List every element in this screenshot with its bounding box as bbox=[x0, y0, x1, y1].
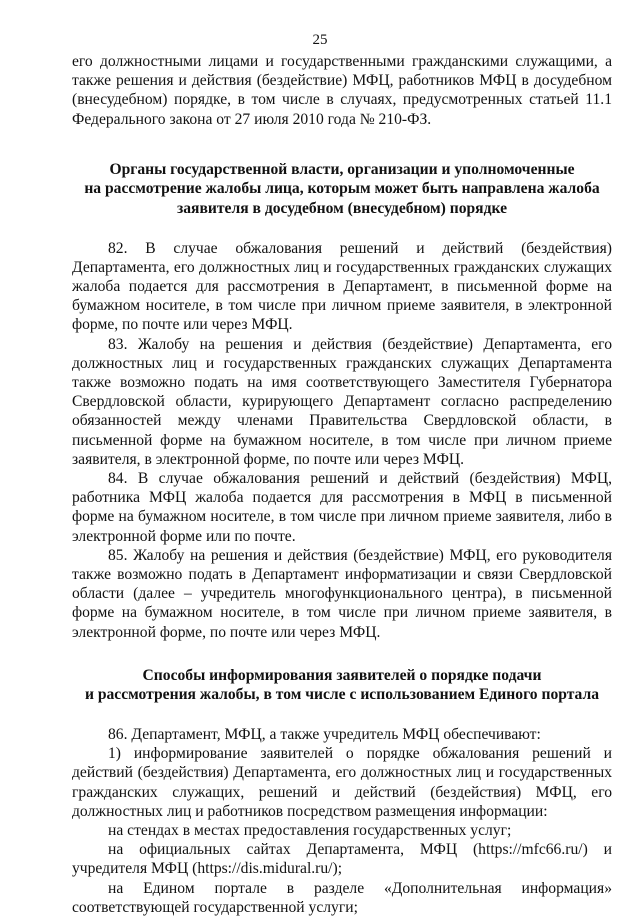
paragraph-83: 83. Жалобу на решения и действия (бездействие) Департамента, его должностных лиц и государственных гражданских служащих Департамента также возможно подать на имя соответствующего Заместителя Губернатора Свердловской области, курирующего Департамент согласно распределению обязанностей между членами Правительства Свердловской области, в письменной форме на бумажном носителе, в том числе при личном приеме заявителя, в электронной форме, по почте или через МФЦ. bbox=[72, 335, 612, 468]
heading-line: Способы информирования заявителей о порядке подачи bbox=[142, 666, 542, 684]
paragraph-86-sites: на официальных сайтах Департамента, МФЦ (https://mfc66.ru/) и учредителя МФЦ (https://dis.midural.ru/); bbox=[72, 841, 612, 878]
paragraph-84: 84. В случае обжалования решений и действий (бездействия) МФЦ, работника МФЦ жалоба подается для рассмотрения в МФЦ в письменной форме на бумажном носителе, в том числе при личном приеме заявителя, либо в электронной форме или по почте. bbox=[72, 470, 612, 545]
heading-line: заявителя в досудебном (внесудебном) порядке bbox=[176, 200, 508, 217]
paragraph-85: 85. Жалобу на решения и действия (бездействие) МФЦ, его руководителя также возможно подать в Департамент информатизации и связи Свердловской области (далее – учредитель многофункционального центра), в письменной форме на бумажном носителе, в том числе при личном приеме заявителя, в электронной форме, по почте или через МФЦ. bbox=[72, 546, 612, 641]
paragraph-86-stands: на стендах в местах предоставления государственных услуг; bbox=[108, 822, 512, 840]
section-heading-informing bbox=[72, 666, 612, 705]
heading-line: Органы государственной власти, организации и уполномоченные bbox=[109, 160, 575, 178]
section-heading-authorities bbox=[72, 160, 612, 219]
heading-line: на рассмотрение жалобы лица, которым может быть направлена жалоба bbox=[84, 180, 600, 198]
paragraph-86-item-1: 1) информирование заявителей о порядке обжалования решений и действий (бездействия) Департамента, его должностных лиц и государственных гражданских служащих, решений и действий (бездействия) МФЦ, его должностных лиц и работников посредством размещения информации: bbox=[72, 745, 612, 820]
paragraph-82: 82. В случае обжалования решений и действий (бездействия) Департамента, его должностных лиц и государственных гражданских служащих жалоба подается для рассмотрения в Департамент, в письменной форме на бумажном носителе, в том числе при личном приеме заявителя, в электронной форме, по почте или через МФЦ. bbox=[72, 239, 612, 334]
paragraph-86: 86. Департамент, МФЦ, а также учредитель МФЦ обеспечивают: bbox=[108, 726, 541, 744]
page-content bbox=[72, 52, 612, 917]
heading-line: и рассмотрения жалобы, в том числе с использованием Единого портала bbox=[84, 686, 600, 704]
intro-paragraph: его должностными лицами и государственными гражданскими служащими, а также решения и действия (бездействие) МФЦ, работников МФЦ в досудебном (внесудебном) порядке, в том числе в случаях, предусмотренных статьей 11.1 Федерального закона от 27 июля 2010 года № 210-ФЗ. bbox=[72, 53, 612, 128]
paragraph-86-portal: на Едином портале в разделе «Дополнительная информация» соответствующей государственной услуги; bbox=[72, 879, 612, 916]
page-number: 25 bbox=[312, 32, 328, 48]
